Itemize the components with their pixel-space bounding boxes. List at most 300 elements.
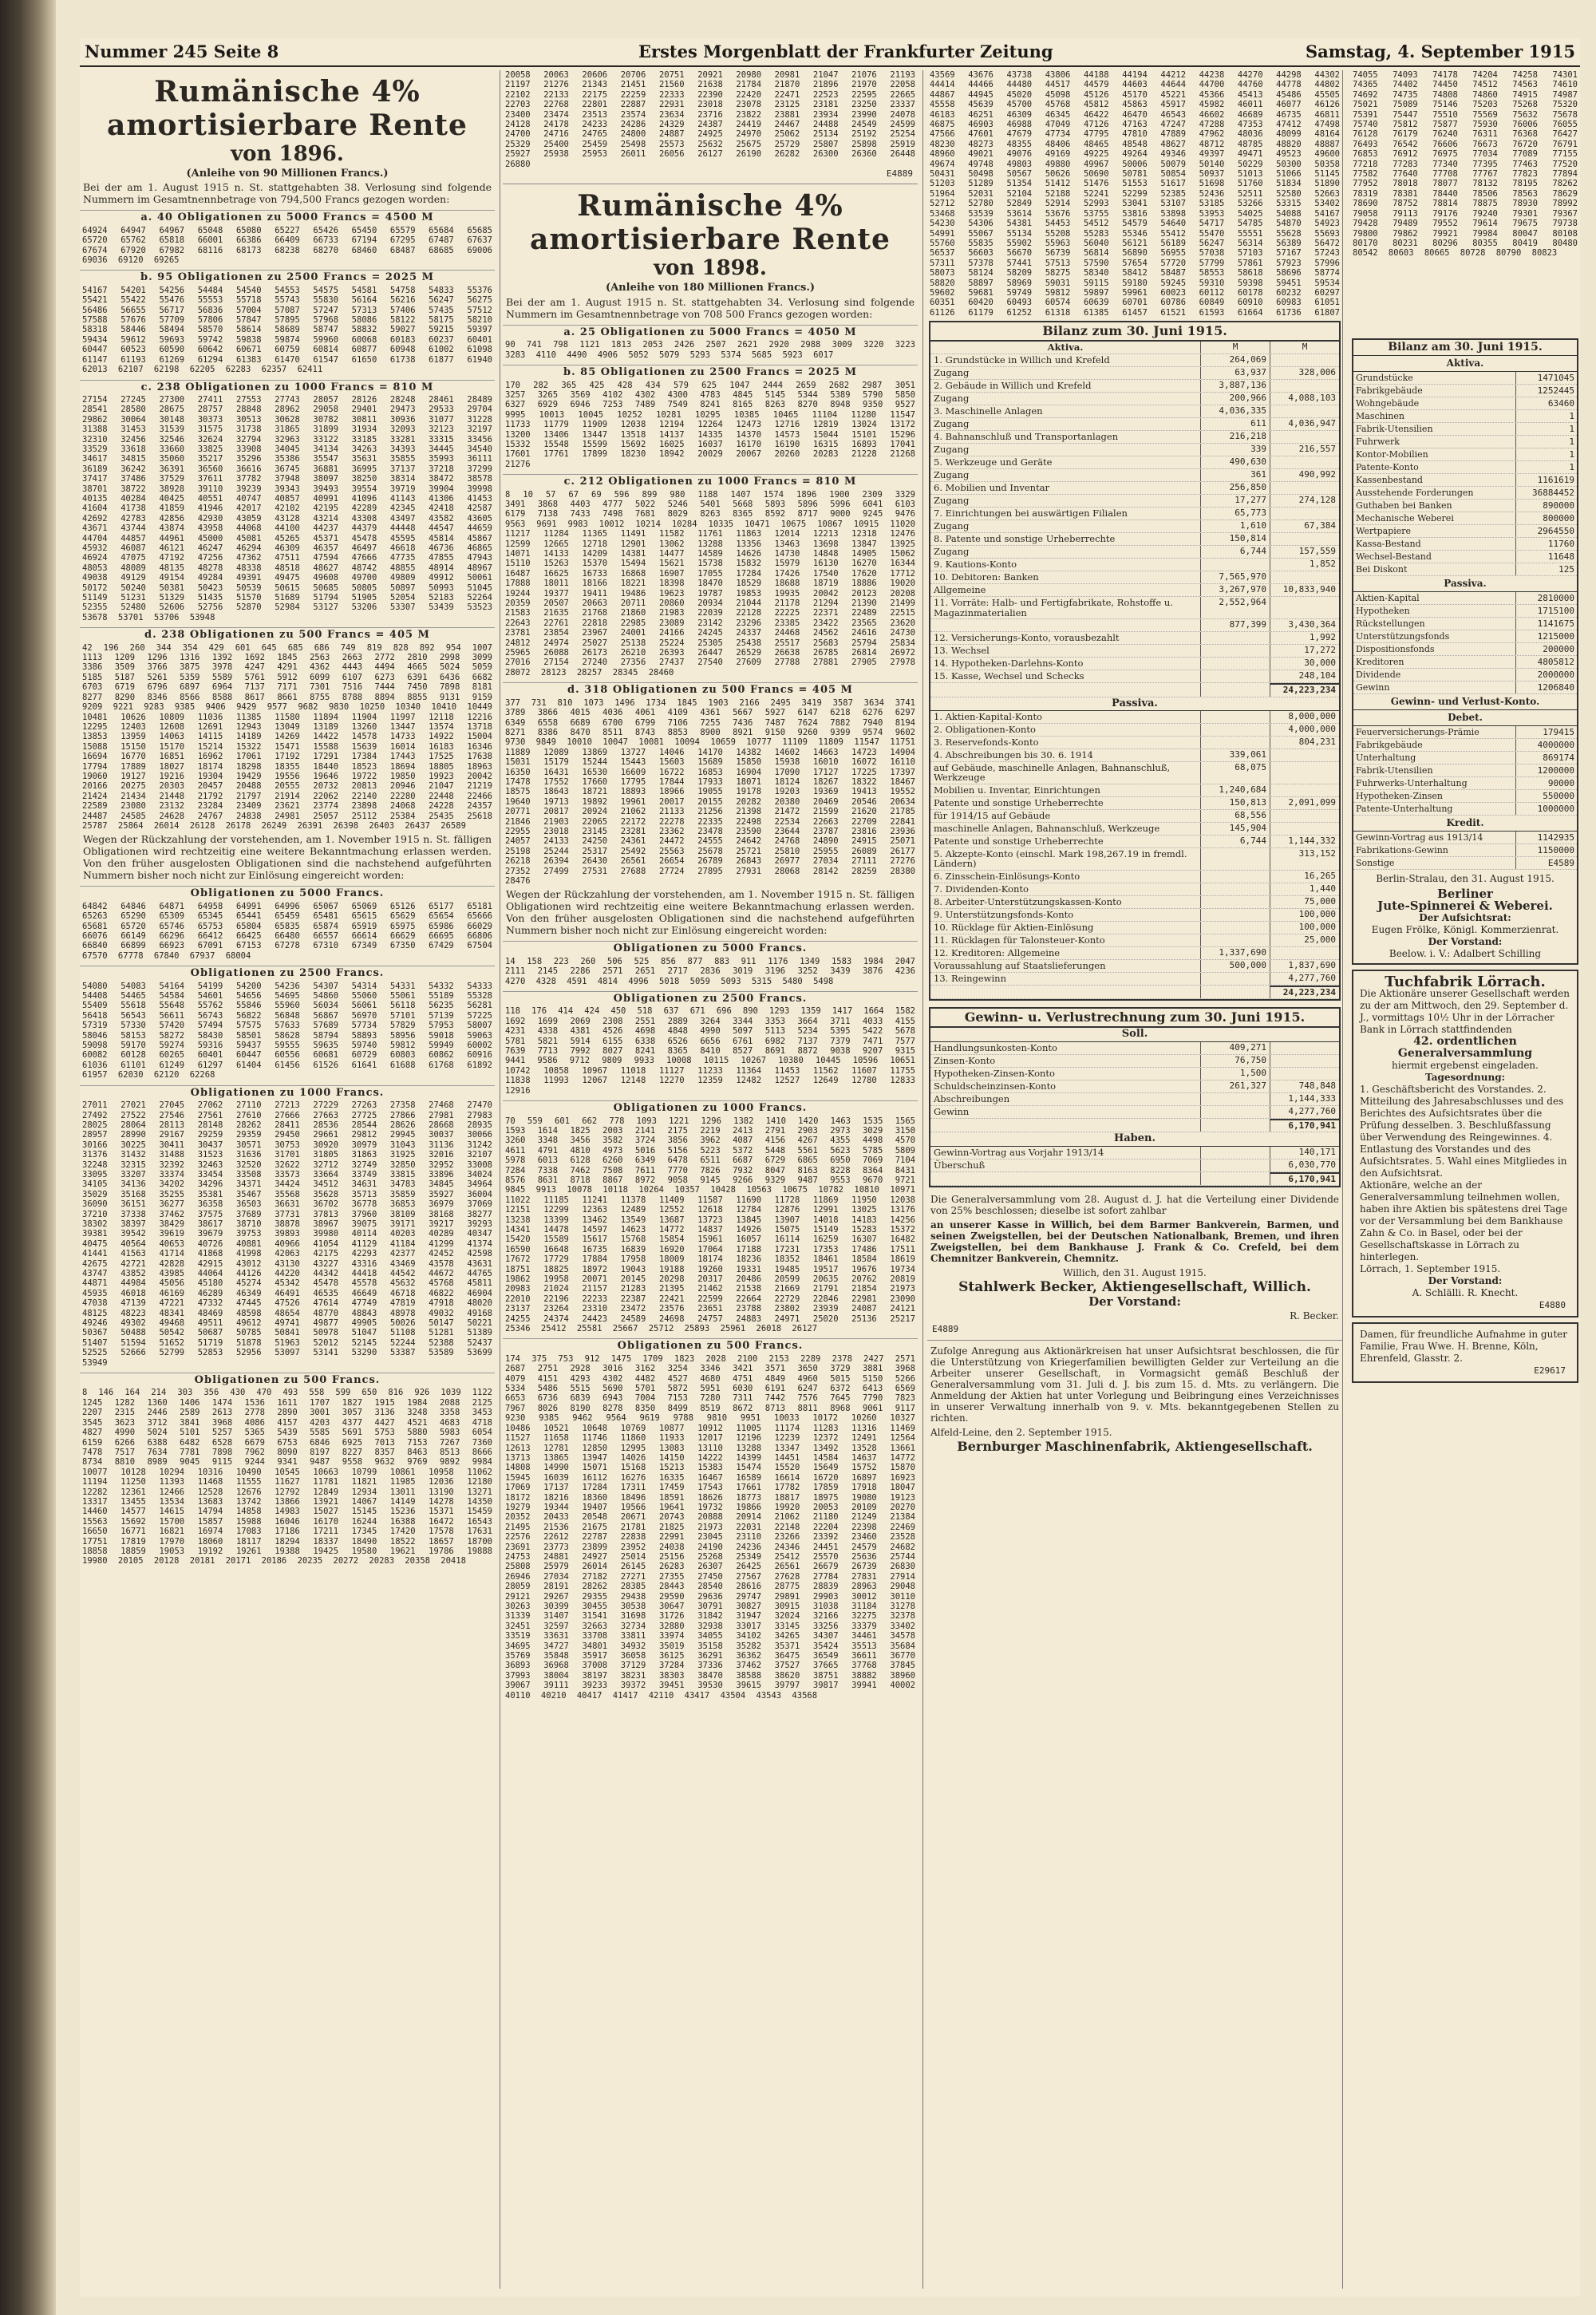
ledger-lab: 10. Debitoren: Banken: [934, 571, 1039, 583]
mini-ledger-r: 1: [1515, 410, 1577, 422]
mini-ledger-r: 2964550: [1515, 525, 1577, 537]
ledger-v1: 17,277: [1200, 495, 1270, 507]
ledger-v1: 611: [1200, 418, 1270, 430]
ledger-row: [930, 380, 1339, 393]
ledger-v1: 264,069: [1200, 354, 1270, 366]
ledger-lab: 10. Rücklage für Aktien-Einlösung: [934, 921, 1094, 933]
ledger-row: [930, 749, 1339, 762]
ledger-lab: 3. Maschinelle Anlagen: [934, 405, 1043, 417]
ledger-lab: [930, 619, 1200, 631]
right-vs-heading: Der Vorstand:: [1428, 936, 1503, 947]
soll-heading: Soll.: [930, 1028, 1339, 1041]
ledger-row: [930, 520, 1339, 533]
newspaper-title: Erstes Morgenblatt der Frankfurter Zeitung: [638, 41, 1053, 61]
rente-1896-old-2500-heading: Obligationen zu 2500 Francs.: [80, 966, 495, 978]
loerrach-date: Lörrach, 1. September 1915.: [1360, 1263, 1501, 1274]
ledger-v1: [1200, 737, 1270, 749]
ledger-row: [930, 1055, 1339, 1068]
ledger-v2: 328,006: [1270, 367, 1339, 379]
right-vs: Beelow. i. V.: Adalbert Schilling: [1389, 948, 1542, 959]
mini-ledger-row: [1353, 448, 1577, 461]
ledger-v1: 76,750: [1200, 1055, 1270, 1067]
ledger-v2: [1270, 749, 1339, 761]
ledger-v2: 3,430,364: [1270, 619, 1339, 631]
ledger-v2: [1270, 456, 1339, 468]
damen-text: Damen, für freundliche Aufnahme in guter Familie, Frau Wwe. H. Brenne, Köln, Ehrenfeld, Glasstr. 2.: [1360, 1329, 1567, 1364]
ledger-row: [930, 1147, 1339, 1159]
bilanz-col-heads: [930, 342, 1339, 354]
mini-ledger-row: [1353, 764, 1577, 777]
ledger-v1: [1200, 670, 1270, 682]
mini-ledger-row: [1353, 512, 1577, 525]
mini-ledger-row: [1353, 538, 1577, 551]
right-debet-heading: Debet.: [1353, 710, 1577, 726]
ledger-v1: 361: [1200, 469, 1270, 481]
rente-1896-section-d: d. 238 Obligationen zu 500 Francs = 405 M: [80, 627, 495, 640]
mini-ledger-l: Hypotheken-Zinsen: [1356, 791, 1443, 801]
ledger-v2: [1270, 380, 1339, 392]
mini-ledger-l: Hypotheken: [1356, 606, 1410, 616]
right-company1: Berliner: [1437, 887, 1493, 901]
mini-ledger-r: 63460: [1515, 397, 1577, 409]
ledger-row: [930, 1093, 1339, 1106]
ledger-lab: Abschreibungen: [934, 1092, 1010, 1104]
mini-ledger-row: [1353, 592, 1577, 605]
rente-1898-old-1000-heading: Obligationen zu 1000 Francs.: [503, 1100, 918, 1113]
right-aktiva-heading: Aktiva.: [1353, 356, 1577, 372]
rente-1896-old-500: 8 146 164 214 303 356 430 470 493 558 599 650 816 926 1039 1122 1245 1282 1360 1406 1474 1536 1611 1707 1827 1915 1984 2088 2125 2207 2315 2446 2589 2613 2778 2890 3001 3057 3136 3248 3358 3453 3545 3623 3712 3841 3968 4086 4157 4203 4377 4427 4521 4683 4718 4827 4990 5024 5101 5257 5365 5439 5585 5691 5753 5880 5983 6054 6159 6266 6388 6482 6528 6679 6753 6846 6925 7013 7153 7267 7360 7478 7517 7634 7781 7898 7962 8090 8197 8227 8357 8463 8513 8666 8734 8810 8989 9045 9115 9244 9341 9487 9558 9632 9769 9892 9984 10077 10128 10294 10316 10490 10545 10663 10799 10861 10958 11062 11194 11250 11393 11468 11555 11627 11781 11821 11985 12036 12180 12282 12361 12466 12528 12676 12792 12849 12934 13011 13190 13271 13317 13455 13534 13683 13742 13866 13921 14067 14149 14278 14350 14460 14577 14615 14794 14858 14983 15027 15145 15236 15371 15459 15563 15692 15700 15857 15988 16046 16170 16244 16388 16472 16543 16650 16771 16821 16974 17083 17186 17211 17345 17420 17578 17631 17751 17819 17970 18060 18117 18294 18337 18490 18522 18657 18700 18858 18859 19053 19192 19261 19388 19425 19580 19621 19786 19888 19980 20105 20128 20181 20171 20186 20235 20272 20283 20358 20418: [82, 1388, 492, 1566]
ledger-row: [930, 737, 1339, 749]
mini-ledger-l: Dividende: [1356, 670, 1401, 680]
mini-ledger-row: [1353, 643, 1577, 656]
column-2-ref: E4889: [886, 168, 913, 180]
mini-ledger-row: [1353, 832, 1577, 844]
mini-ledger-r: 1252445: [1515, 385, 1577, 397]
mini-ledger-r: 1: [1515, 436, 1577, 448]
loerrach-tag2: Aktionäre, welche an der Generalversammlung teilnehmen wollen, haben ihre Aktien bis spätestens drei Tage vor der Versammlung bei dem Bankhause Zahn & Co. in Basel, oder bei der Gesellschaftskasse in Lörrach zu hinterlegen.: [1360, 1179, 1568, 1262]
ledger-v2: [1270, 823, 1339, 835]
ledger-v2: 17,272: [1270, 645, 1339, 657]
ledger-v1: 68,556: [1200, 810, 1270, 822]
soll-rows: [930, 1042, 1339, 1119]
ledger-lab: Mobilien u. Inventar, Einrichtungen: [934, 784, 1100, 796]
ledger-v2: [1270, 431, 1339, 443]
ledger-v2: 140,171: [1270, 1147, 1339, 1159]
damen-ref: E29617: [1534, 1365, 1566, 1376]
ledger-v2: 4,000,000: [1270, 724, 1339, 736]
mini-ledger-r: 2810000: [1515, 592, 1577, 604]
haben-heading: Haben.: [930, 1132, 1339, 1146]
ledger-v1: [1200, 711, 1270, 723]
mini-ledger-row: [1353, 656, 1577, 669]
ledger-row: [930, 934, 1339, 947]
rente-1896-anleihe: (Anleihe von 90 Millionen Francs.): [186, 168, 389, 180]
ledger-lab: 8. Patente und sonstige Urheberrechte: [934, 533, 1116, 545]
ledger-v2: [1270, 1068, 1339, 1080]
ledger-v2: 16,265: [1270, 871, 1339, 883]
ledger-v1: 1,610: [1200, 520, 1270, 532]
ledger-row: [930, 883, 1339, 896]
ledger-lab: 9. Unterstützungsfonds-Konto: [934, 908, 1074, 920]
ledger-v1: 7,565,970: [1200, 571, 1270, 583]
mini-ledger-l: Fabrikations-Gewinn: [1356, 845, 1448, 855]
mini-ledger-row: [1353, 857, 1577, 870]
rente-1898-numbers-a: 90 741 798 1121 1813 2053 2426 2507 2621 2920 2988 3009 3220 3223 3283 4110 4490 4906 5052 5079 5293 5374 5685 5923 6017: [505, 340, 915, 360]
loerrach-ad: [1352, 970, 1578, 1317]
ledger-lab: 13. Wechsel: [934, 645, 990, 657]
mini-ledger-row: [1353, 525, 1577, 538]
mini-ledger-row: [1353, 752, 1577, 764]
ledger-v2: 1,144,333: [1270, 1093, 1339, 1105]
ledger-v1: 145,904: [1200, 823, 1270, 835]
mini-ledger-row: [1353, 669, 1577, 681]
mini-ledger-row: [1353, 563, 1577, 576]
ledger-lab: 7. Dividenden-Konto: [934, 883, 1029, 895]
damen-ad: [1352, 1322, 1578, 1383]
page-number: Nummer 245 Seite 8: [85, 41, 279, 61]
mini-ledger-l: Kreditoren: [1356, 657, 1404, 667]
ledger-v1: [1200, 559, 1270, 571]
mini-ledger-row: [1353, 372, 1577, 385]
ledger-v2: 30,000: [1270, 658, 1339, 670]
ledger-v1: [1200, 934, 1270, 946]
ledger-lab: Patente und sonstige Urheberrechte: [934, 835, 1104, 847]
ledger-v1: 2,552,964: [1200, 597, 1270, 618]
passiva-rows: [930, 711, 1339, 986]
ledger-row: [930, 444, 1339, 456]
mini-ledger-l: Unterstützungsfonds: [1356, 631, 1450, 642]
mini-ledger-r: 1: [1515, 448, 1577, 460]
mini-ledger-row: [1353, 423, 1577, 436]
ledger-lab: 7. Einrichtungen bei auswärtigen Filialen: [934, 508, 1128, 519]
bernburg-text: Zufolge Anregung aus Aktionärkreisen hat unser Aufsichtsrat beschlossen, die für die Unterstützung von Kriegerfamilien bewilligten Gelder zur Verteilung an die Arbeiter unserer Gesellschaft, in Vormagsicht gemäß Beschluß der Generalversammlung vom 31. Juli d. J. bis zum 15. d. Mts. zu verlängern. Die Anmeldung der Aktien hat unter Vorlegung und Beibringung eines Verzeichnisses in unserer Verwaltung innerhalb von 9. v. Mts. bekanntgegebenen Stellen zu richten.: [930, 1345, 1339, 1424]
rente-1896-old-1000-heading: Obligationen zu 1000 Francs.: [80, 1085, 495, 1098]
ledger-v2: 75,000: [1270, 896, 1339, 908]
mini-ledger-row: [1353, 790, 1577, 803]
ledger-v2: 4,036,947: [1270, 418, 1339, 430]
loerrach-ref: E4880: [1539, 1300, 1566, 1310]
ledger-lab: Voraussahlung auf Staatslieferungen: [934, 959, 1106, 971]
mini-ledger-l: Kontor-Mobilien: [1356, 449, 1428, 460]
mini-ledger-row: [1353, 618, 1577, 630]
ledger-lab: 1. Grundstücke in Willich und Krefeld: [934, 354, 1110, 366]
rente-1896-rueckzahlung: Wegen der Rückzahlung der vorstehenden, am 1. November 1915 n. St. fälligen Obligationen wird rechtzeitig eine weitere Bekanntmachung erlassen werden. Von den früher ausgelosten Obligationen sind die nachstehend aufgeführten Nummern bisher noch nicht zur Einlösung eingereicht worden:: [83, 833, 492, 882]
mini-ledger-l: Bei Diskont: [1356, 564, 1408, 575]
mini-ledger-r: 1142935: [1515, 832, 1577, 843]
ledger-lab: maschinelle Anlagen, Bahnanschluß, Werkzeuge: [934, 822, 1160, 834]
ledger-v2: 4,088,103: [1270, 393, 1339, 405]
mini-ledger-row: [1353, 487, 1577, 500]
mini-ledger-l: Fabrik-Utensilien: [1356, 765, 1433, 776]
ledger-v2: 2,091,099: [1270, 797, 1339, 809]
right-company2: Jute-Spinnerei & Weberei.: [1377, 899, 1553, 913]
rente-1898-old-500-heading: Obligationen zu 500 Francs.: [503, 1338, 918, 1351]
rente-1898-year: von 1898.: [654, 256, 767, 281]
ledger-row: [930, 619, 1339, 632]
ledger-row: [930, 584, 1339, 597]
mini-ledger-row: [1353, 739, 1577, 752]
ledger-lab: Zugang: [934, 495, 970, 507]
ledger-v2: [1270, 810, 1339, 822]
loerrach-tag: 1. Geschäftsbericht des Vorstandes. 2. Mitteilung des Jahresabschlusses und des Berichtes des Aufsichtsrates über die Prüfung desselben. 3. Beschlußfassung über Verwendung des Reingewinnes. 4. Entlastung des Vorstandes und des Aufsichtsrates. 5. Wahl eines Mitgliedes in den Aufsichtsrat.: [1360, 1084, 1567, 1179]
ledger-row: [930, 571, 1339, 584]
mini-ledger-l: Aktien-Kapital: [1356, 593, 1420, 603]
mini-ledger-row: [1353, 436, 1577, 448]
gv-notice-text2: an unserer Kasse in Willich, bei dem Barmer Bankverein, Barmen, und seinen Zweigstellen, bei der Deutschen Nationalbank, Bremen, und ihren Zweigstellen, bei dem Bankhause J. Frank & Co. Crefeld, bei dem Chemnitzer Bankverein, Chemnitz.: [930, 1219, 1339, 1265]
mini-ledger-l: Feuerversicherungs-Prämie: [1356, 727, 1479, 737]
ledger-row: [930, 482, 1339, 495]
mini-ledger-row: [1353, 500, 1577, 512]
col-head-2: M: [1270, 342, 1339, 354]
rente-1896-intro: Bei der am 1. August 1915 n. St. stattgehabten 38. Verlosung sind folgende Nummern im Gesamtnennbetrage von 794,500 Francs gezogen worden:: [83, 181, 492, 206]
mini-ledger-l: Gewinn-Vortrag aus 1913/14: [1356, 832, 1483, 843]
ledger-v1: [1200, 909, 1270, 921]
aktiva-total: 24,223,234: [1270, 683, 1339, 696]
gv-notice-ref: E4889: [932, 1324, 959, 1335]
mini-ledger-l: Fuhrwerk: [1356, 437, 1400, 447]
ledger-lab: 5. Akzepte-Konto (einschl. Mark 198,267.19 in fremdl. Ländern): [934, 847, 1187, 870]
right-debet-rows: [1353, 726, 1577, 816]
mini-ledger-row: [1353, 385, 1577, 397]
mini-ledger-row: [1353, 803, 1577, 816]
rente-1898-old-5000: 14 158 223 260 506 525 856 877 883 911 1176 1349 1583 1984 2047 2111 2145 2286 2571 2651 2717 2836 3019 3196 3252 3439 3876 4236 4270 4328 4591 4814 4996 5018 5059 5093 5315 5480 5498: [505, 956, 915, 986]
ledger-row: [930, 784, 1339, 797]
ledger-lab: Patente und sonstige Urheberrechte: [934, 796, 1104, 808]
mini-ledger-l: Fabrikgebäude: [1356, 740, 1423, 750]
ledger-row: [930, 597, 1339, 619]
mini-ledger-r: 4000000: [1515, 739, 1577, 751]
rente-1898-intro: Bei der am 1. August 1915 n. St. stattgehabten 34. Verlosung sind folgende Nummern im Gesamtnennbetrage von 708 500 Francs gezogen worden:: [506, 295, 915, 320]
passiva-heading: Passiva.: [930, 697, 1339, 711]
rente-1898-title: Rumänische 4% amortisierbare Rente: [530, 189, 891, 257]
gv-notice-date: Willich, den 31. August 1915.: [1063, 1267, 1207, 1279]
ledger-lab: 4. Abschreibungen bis 30. 6. 1914: [934, 749, 1093, 761]
ledger-v1: 339: [1200, 444, 1270, 456]
ledger-v1: 65,773: [1200, 508, 1270, 519]
ledger-lab: 12. Kreditoren: Allgemeine: [934, 946, 1061, 958]
rente-1898-old-2500: 118 176 414 424 450 518 637 671 696 890 1293 1359 1417 1664 1582 1692 1699 2069 2308 2551 2889 3264 3344 3353 3664 3711 4033 4155 4231 4338 4381 4526 4698 4848 4990 5097 5113 5234 5395 5422 5678 5781 5821 5914 6155 6338 6526 6656 6761 6982 7137 7379 7471 7577 7639 7713 7992 8027 8241 8365 8410 8527 8691 8872 9038 9207 9315 9441 9586 9712 9809 9933 10008 10115 10267 10380 10445 10596 10651 10742 10858 10967 11018 11127 11233 11364 11453 11562 11607 11755 11838 11993 12067 12148 12270 12359 12482 12527 12649 12780 12833 12916: [505, 1006, 915, 1096]
ledger-v1: [1200, 1147, 1270, 1159]
ledger-v2: 157,559: [1270, 546, 1339, 558]
gv-notice-text1: Die Generalversammlung vom 28. August d. J. hat die Verteilung einer Dividende von 25% beschlossen; dieselbe ist sofort zahlbar: [930, 1194, 1339, 1217]
mini-ledger-l: Mechanische Weberei: [1356, 513, 1454, 523]
ledger-row: [930, 810, 1339, 823]
right-ar: Eugen Frölke, Königl. Kommerzienrat.: [1371, 924, 1559, 935]
mini-ledger-r: 1141675: [1515, 618, 1577, 630]
rente-1898-numbers-c: 8 10 57 67 69 596 899 980 1188 1407 1574 1896 1900 2309 3329 3491 3868 4403 4777 5022 5246 5401 5668 5893 5896 5996 6041 6103 6179 7138 7433 7498 7681 8029 8263 8365 8592 8717 9000 9245 9476 9563 9691 9983 10012 10214 10284 10335 10471 10675 10867 10915 11020 11217 11284 11365 11491 11582 11761 11863 12014 12213 12318 12476 12599 12665 12718 12901 13062 13288 13356 13463 13698 13847 13925 14071 14133 14209 14381 14477 14589 14626 14730 14848 14905 15062 15110 15263 15370 15494 15621 15738 15832 15979 16130 16270 16344 16487 16625 16733 16868 16907 17055 17284 17426 17540 17620 17712 17888 18011 18166 18221 18398 18470 18529 18688 18719 18886 19020 19244 19377 19411 19486 19623 19787 19853 19935 20042 20123 20208 20359 20507 20663 20711 20860 20934 21044 21178 21294 21390 21499 21583 21635 21768 21860 21983 22039 22128 22225 22371 22489 22515 22643 22761 22818 22985 23089 23142 23296 23385 23422 23565 23620 23781 23854 23967 24001 24166 24245 24337 24468 24562 24616 24730 24812 24974 25027 25138 25224 25305 25438 25517 25683 25794 25834 25965 26088 26173 26210 26393 26447 26529 26638 26785 26814 26972 27016 27154 27240 27356 27437 27540 27609 27788 27881 27905 27978 28072 28123 28257 28345 28460: [505, 489, 915, 678]
ledger-v1: [1200, 1106, 1270, 1118]
rente-1896-title: Rumänische 4% amortisierbare Rente: [107, 75, 468, 142]
aktiva-rows: [930, 354, 1339, 683]
ledger-lab: Zugang: [934, 444, 970, 456]
ledger-v1: [1200, 848, 1270, 870]
rente-1898-rueckzahlung: Wegen der Rückzahlung der vorstehenden, am 1. November 1915 n. St. fälligen Obligationen wird rechtzeitig eine weitere Bekanntmachung erlassen werden. Von den früher ausgelosten Obligationen sind die nachstehend aufgeführten Nummern bisher noch nicht zur Einlösung eingereicht worden:: [506, 888, 915, 937]
ledger-row: [930, 431, 1339, 444]
mini-ledger-l: Rückstellungen: [1356, 618, 1425, 629]
ledger-lab: Zugang: [934, 367, 970, 379]
rente-1898-anleihe: (Anleihe von 180 Millionen Francs.): [605, 282, 816, 294]
ledger-row: [930, 456, 1339, 469]
ledger-v2: 25,000: [1270, 934, 1339, 946]
ledger-v1: [1200, 632, 1270, 644]
mini-ledger-r: 1715100: [1515, 605, 1577, 617]
mini-ledger-l: Wertpapiere: [1356, 526, 1412, 536]
ledger-v1: 409,271: [1200, 1042, 1270, 1054]
passiva-total: 24,223,234: [1270, 986, 1339, 998]
loerrach-vs-heading: Der Vorstand:: [1428, 1275, 1503, 1286]
ledger-v2: [1270, 571, 1339, 583]
ledger-lab: 2. Gebäude in Willich und Krefeld: [934, 380, 1092, 392]
mini-ledger-r: 200000: [1515, 643, 1577, 655]
mini-ledger-row: [1353, 844, 1577, 857]
newspaper-page: [80, 38, 1580, 2297]
ledger-v1: 200,966: [1200, 393, 1270, 405]
ledger-v1: [1200, 896, 1270, 908]
ledger-lab: 1. Aktien-Kapital-Konto: [934, 711, 1042, 723]
ledger-lab: Zugang: [934, 469, 970, 481]
column-2: [503, 70, 923, 2289]
ledger-row: [930, 922, 1339, 934]
mini-ledger-r: 90000: [1515, 777, 1577, 789]
mini-ledger-l: Kassenbestand: [1356, 475, 1423, 485]
mini-ledger-l: Wohngebäude: [1356, 398, 1420, 409]
rente-1896-numbers-c: 27154 27245 27300 27411 27553 27743 28057 28126 28248 28461 28489 28541 28580 28675 28757 28848 28962 29058 29401 29473 29533 29704 29862 30064 30148 30373 30513 30628 30782 30811 30936 31077 31228 31388 31453 31539 31575 31738 31865 31899 31934 32093 32123 32197 32310 32456 32546 32624 32794 32963 33122 33185 33281 33315 33456 33529 33618 33660 33825 33908 34045 34134 34263 34393 34445 34540 34617 34815 35060 35217 35296 35386 35547 35631 35855 35993 36111 36189 36242 36391 36560 36616 36745 36881 36995 37137 37218 37299 37417 37486 37529 37611 37782 37948 38097 38250 38314 38472 38578 38701 38722 38928 39110 39239 39343 39493 39554 39719 39904 39998 40135 40284 40425 40551 40747 40857 40991 41096 41143 41306 41453 41604 41738 41859 41946 42017 42102 42195 42289 42345 42418 42587 42692 42783 42856 42930 43059 43128 43214 43308 43497 43582 43605 43671 43744 43874 43958 44068 44100 44237 44379 44448 44547 44659 44704 44857 44961 45000 45081 45265 45371 45478 45595 45814 45867 45932 46087 46121 46247 46294 46309 46357 46497 46618 46736 46865 46924 47075 47192 47256 47362 47511 47594 47666 47735 47855 47943 48053 48089 48135 48278 48338 48518 48627 48742 48855 48914 48967 49038 49129 49154 49284 49391 49475 49608 49700 49809 49912 50061 50172 50240 50381 50423 50539 50615 50685 50805 50897 50993 51045 51149 51231 51329 51435 51570 51689 51794 51905 52054 52183 52264 52355 52480 52606 52756 52870 52984 53127 53206 53307 53439 53523 53678 53701 53706 53948: [82, 394, 492, 622]
mini-ledger-r: 1000000: [1515, 803, 1577, 815]
mini-ledger-row: [1353, 551, 1577, 563]
ledger-lab: Gewinn: [934, 1105, 970, 1117]
rente-1896-section-a: a. 40 Obligationen zu 5000 Francs = 4500 M: [80, 210, 495, 223]
haben-total-row: [930, 1172, 1339, 1186]
ledger-lab: 6. Mobilien und Inventar: [934, 482, 1050, 494]
ledger-v1: [1200, 1159, 1270, 1171]
mini-ledger-l: Fabrik-Utensilien: [1356, 424, 1433, 434]
ledger-v2: 490,992: [1270, 469, 1339, 481]
ledger-v2: [1270, 762, 1339, 784]
ledger-row: [930, 508, 1339, 520]
ledger-v1: 63,937: [1200, 367, 1270, 379]
mini-ledger-r: 11760: [1515, 538, 1577, 550]
ledger-v2: 1,144,332: [1270, 836, 1339, 847]
ledger-v2: 313,152: [1270, 848, 1339, 870]
ledger-v1: 339,061: [1200, 749, 1270, 761]
ledger-v2: [1270, 533, 1339, 545]
issue-date: Samstag, 4. September 1915: [1305, 41, 1575, 61]
bilanz-title: Bilanz zum 30. Juni 1915.: [930, 322, 1339, 342]
haben-total: 6,170,941: [1270, 1172, 1339, 1185]
ledger-v2: [1270, 784, 1339, 796]
rente-1898-numbers-d: 377 731 810 1073 1496 1734 1845 1903 2166 2495 3419 3587 3634 3741 3789 3866 4015 4036 4061 4109 4361 5667 5927 6147 6218 6276 6297 6349 6558 6689 6700 6799 7106 7255 7436 7487 7624 7882 7940 8194 8271 8386 8470 8511 8743 8853 8900 8921 9150 9260 9399 9574 9602 9730 9849 10010 10047 10081 10094 10659 10777 11109 11809 11547 11751 11889 12089 13869 13727 14046 14170 14382 14602 14663 14723 14904 15031 15179 15244 15443 15603 15689 15850 15938 16010 16072 16110 16350 16431 16530 16609 16722 16853 16904 17090 17127 17225 17397 17478 17552 17660 17795 17844 17933 18071 18124 18267 18322 18467 18575 18643 18721 18893 18966 19055 19178 19203 19369 19413 19552 19640 19713 19892 19961 20017 20155 20282 20380 20469 20546 20634 20771 20817 20924 21062 21133 21256 21398 21472 21599 21620 21785 21846 21903 22065 22172 22278 22335 22498 22534 22663 22709 22841 22955 23018 23145 23281 23362 23478 23590 23644 23787 23816 23936 24057 24133 24250 24361 24472 24555 24642 24768 24890 24915 25071 25198 25244 25317 25492 25563 25678 25721 25810 25955 26089 26177 26218 26394 26430 26561 26654 26789 26843 26977 27034 27111 27276 27352 27499 27531 27688 27724 27895 27931 28068 28142 28259 28380 28476: [505, 697, 915, 886]
rente-1898-section-a: a. 25 Obligationen zu 5000 Francs = 4050 M: [503, 325, 918, 338]
ledger-v2: [1270, 1055, 1339, 1067]
ledger-v1: 1,337,690: [1200, 947, 1270, 959]
ledger-lab: Hypotheken-Zinsen-Konto: [934, 1067, 1055, 1079]
ledger-v2: 748,848: [1270, 1080, 1339, 1092]
rente-1896-old-1000: 27011 27021 27045 27062 27110 27213 27229 27263 27358 27468 27470 27492 27522 27546 27561 27610 27666 27663 27725 27866 27981 27983 28025 28064 28113 28148 28262 28411 28536 28544 28626 28668 28935 28957 28990 29167 29259 29359 29450 29661 29812 29945 30037 30066 30166 30225 30411 30437 30571 30753 30920 30979 31043 31136 31242 31376 31432 31488 31523 31636 31701 31805 31863 31925 32016 32107 32248 32315 32392 32463 32520 32622 32712 32749 32850 32952 33008 33095 33207 33374 33454 33508 33573 33664 33749 33815 33896 34024 34105 34136 34202 34296 34371 34424 34512 34631 34783 34845 34964 35029 35168 35255 35381 35467 35568 35628 35713 35859 35927 36004 36090 36151 36277 36358 36503 36631 36702 36778 36853 36979 37069 37210 37338 37462 37575 37689 37731 37813 37960 38109 38168 38277 38302 38397 38429 38617 38710 38878 38967 39075 39171 39217 39293 39381 39542 39619 39679 39753 39893 39980 40114 40203 40289 40347 40475 40564 40653 40726 40881 40966 41054 41129 41184 41299 41374 41441 41563 41714 41868 41998 42063 42175 42293 42377 42452 42598 42675 42721 42828 42915 43012 43130 43227 43316 43469 43578 43631 43747 43852 43985 44064 44126 44220 44342 44418 44542 44672 44765 44871 44984 45056 45180 45274 45342 45478 45578 45632 45768 45811 45935 46018 46169 46289 46349 46491 46535 46649 46718 46822 46904 47038 47139 47221 47332 47445 47526 47614 47749 47819 47918 48020 48125 48223 48341 48469 48598 48654 48770 48843 48978 49032 49168 49246 49302 49468 49511 49612 49741 49877 49905 50026 50147 50221 50367 50488 50542 50687 50785 50841 50978 51047 51108 51281 51389 51407 51594 51652 51719 51878 51963 52012 52145 52244 52388 52437 52525 52666 52799 52853 52956 53097 53141 53290 53387 53589 53699 53949: [82, 1100, 492, 1368]
rente-1896-old-2500: 54080 54083 54164 54199 54200 54236 54307 54314 54331 54332 54333 54408 54465 54584 54601 54656 54695 54860 55060 55061 55189 55328 55409 55618 55648 55762 55846 55960 56034 56061 56118 56235 56281 56418 56543 56611 56743 56822 56848 56867 56970 57101 57139 57225 57319 57330 57420 57494 57575 57633 57689 57734 57829 57953 58007 58046 58153 58272 58430 58501 58628 58794 58893 58956 59018 59063 59098 59170 59274 59316 59437 59555 59635 59740 59812 59949 60002 60082 60128 60265 60401 60447 60556 60681 60729 60803 60862 60916 61036 61101 61249 61297 61404 61456 61526 61641 61688 61768 61892 61957 62030 62120 62268: [82, 981, 492, 1080]
loerrach-gv: 42. ordentlichen Generalversammlung: [1397, 1035, 1533, 1060]
mini-ledger-row: [1353, 777, 1577, 790]
mini-ledger-r: 1: [1515, 461, 1577, 473]
rente-1896-old-5000: 64842 64846 64871 64958 64991 64996 65067 65069 65126 65177 65181 65263 65290 65309 65345 65441 65459 65481 65615 65629 65654 65666 65681 65720 65746 65753 65804 65835 65874 65919 65975 65986 66029 66076 66149 66296 66412 66425 66480 66557 66614 66629 66695 66806 66840 66899 66923 67091 67153 67278 67310 67349 67350 67429 67504 67570 67778 67840 67937 68004: [82, 901, 492, 961]
bilanz-sheet: [929, 321, 1341, 1001]
ledger-v2: 10,833,940: [1270, 584, 1339, 596]
ledger-v1: 500,000: [1200, 960, 1270, 972]
ledger-row: [930, 469, 1339, 482]
ledger-lab: Zugang: [934, 418, 970, 430]
ledger-v1: 877,399: [1200, 619, 1270, 631]
ledger-v1: 261,327: [1200, 1080, 1270, 1092]
right-ar-heading: Der Aufsichtsrat:: [1419, 912, 1511, 923]
ledger-row: [930, 670, 1339, 683]
ledger-v1: [1200, 1093, 1270, 1105]
mini-ledger-r: 36884452: [1515, 487, 1577, 499]
mini-ledger-r: 1215000: [1515, 630, 1577, 642]
ledger-v2: 4,277,760: [1270, 1106, 1339, 1118]
soll-total: 6,170,941: [1270, 1119, 1339, 1132]
ledger-row: [930, 546, 1339, 559]
ledger-lab: Handlungsunkosten-Konto: [934, 1041, 1057, 1053]
ledger-v2: [1270, 508, 1339, 519]
mini-ledger-l: Gewinn: [1356, 682, 1390, 693]
ledger-row: [930, 658, 1339, 670]
rente-1898-numbers-b: 170 282 365 425 428 434 579 625 1047 2444 2659 2682 2987 3051 3257 3265 3569 4102 4302 4300 4783 4845 5145 5344 5389 5790 5850 6327 6929 6946 7253 7489 7549 8241 8165 8263 8270 8948 9350 9527 9995 10013 10045 10252 10281 10295 10385 10465 11104 11280 11547 11733 11779 11909 12038 12194 12264 12473 12716 12819 13024 13172 13200 13406 13447 13518 14137 14335 14370 14573 15044 15101 15296 15332 15548 15599 15692 16025 16037 16170 16190 16315 16893 17041 17601 17761 17899 18230 18942 20029 20067 20260 20283 21228 21268 21276: [505, 380, 915, 469]
ledger-lab: für 1914/15 auf Gebäude: [934, 809, 1051, 821]
loerrach-title: Tuchfabrik Lörrach.: [1385, 974, 1546, 990]
ledger-lab: Schuldscheinzinsen-Konto: [934, 1080, 1057, 1092]
right-kredit-rows: [1353, 832, 1577, 870]
ledger-row: [930, 1042, 1339, 1055]
loerrach-vs: A. Schlälli. R. Knecht.: [1412, 1287, 1519, 1298]
mini-ledger-l: Patente-Konto: [1356, 462, 1419, 472]
mini-ledger-l: Wechsel-Bestand: [1356, 551, 1432, 562]
passiva-total-row: [930, 986, 1339, 999]
aktiva-total-row: [930, 683, 1339, 697]
ledger-row: [930, 871, 1339, 883]
ledger-v1: [1200, 883, 1270, 895]
guv-sheet: [929, 1007, 1341, 1187]
ledger-lab: 12. Versicherungs-Konto, vorausbezahlt: [934, 632, 1120, 644]
mini-ledger-r: 1161619: [1515, 474, 1577, 486]
column-3: [927, 70, 1343, 2289]
right-aktiva-rows: [1353, 372, 1577, 576]
ledger-v2: 67,384: [1270, 520, 1339, 532]
ledger-v1: [1200, 645, 1270, 657]
ledger-lab: 2. Obligationen-Konto: [934, 724, 1036, 736]
ledger-row: [930, 762, 1339, 784]
ledger-row: [930, 1080, 1339, 1093]
ledger-lab: 11. Rücklagen für Talonsteuer-Konto: [934, 934, 1105, 946]
column-1: [80, 70, 500, 2289]
ledger-v1: [1200, 871, 1270, 883]
ledger-row: [930, 533, 1339, 546]
ledger-lab: auf Gebäude, maschinelle Anlagen, Bahnanschluß, Werkzeuge: [934, 762, 1171, 784]
ledger-v2: [1270, 1042, 1339, 1054]
mini-ledger-r: 179415: [1515, 726, 1577, 738]
ledger-v1: [1200, 724, 1270, 736]
mini-ledger-r: 890000: [1515, 500, 1577, 512]
ledger-row: [930, 896, 1339, 909]
rente-1896-numbers-d: 42 196 260 344 354 429 601 645 685 686 749 819 828 892 954 1007 1113 1209 1296 1316 1392 1692 1845 2563 2663 2772 2810 2998 3099 3386 3509 3766 3875 3978 4247 4291 4362 4443 4494 4665 5024 5059 5185 5187 5261 5359 5589 5761 5912 6099 6107 6273 6391 6436 6682 6703 6719 6796 6897 6964 7137 7171 7301 7516 7444 7450 7898 8181 8277 8290 8346 8566 8588 8617 8661 8755 8788 8894 8855 9131 9159 9209 9221 9283 9385 9406 9429 9577 9682 9830 10250 10340 10410 10449 10481 10626 10809 11036 11385 11580 11894 11904 11997 12118 12216 12295 12403 12608 12691 12943 13049 13189 13260 13447 13574 13718 13853 13959 14063 14115 14189 14269 14422 14578 14733 14922 15004 15088 15150 15170 15214 15322 15471 15588 15639 16014 16183 16346 16694 16770 16851 16962 17061 17192 17291 17384 17443 17525 17638 17794 17889 18027 18174 18298 18355 18440 18523 18694 18805 18963 19060 19127 19216 19304 19429 19556 19646 19722 19850 19923 20042 20166 20275 20303 20457 20488 20555 20732 20813 20946 21047 21219 21424 21434 21448 21792 21797 21914 22062 22140 22280 22448 22466 22589 23080 23132 23284 23409 23621 23774 23898 24068 24228 24357 24487 24585 24628 24767 24838 24981 25057 25112 25384 25435 25618 25787 25864 26014 26128 26178 26249 26391 26398 26403 26437 26589: [82, 642, 492, 831]
ledger-lab: 3. Reservefonds-Konto: [934, 737, 1039, 749]
ledger-v2: [1270, 597, 1339, 618]
ledger-row: [930, 973, 1339, 986]
mini-ledger-row: [1353, 474, 1577, 487]
aktiva-heading: Aktiva.: [1047, 342, 1084, 354]
right-kredit-heading: Kredit.: [1353, 816, 1577, 832]
mini-ledger-r: 1471045: [1515, 372, 1577, 384]
ledger-v1: 150,813: [1200, 797, 1270, 809]
mini-ledger-l: Sonstige: [1356, 858, 1395, 868]
